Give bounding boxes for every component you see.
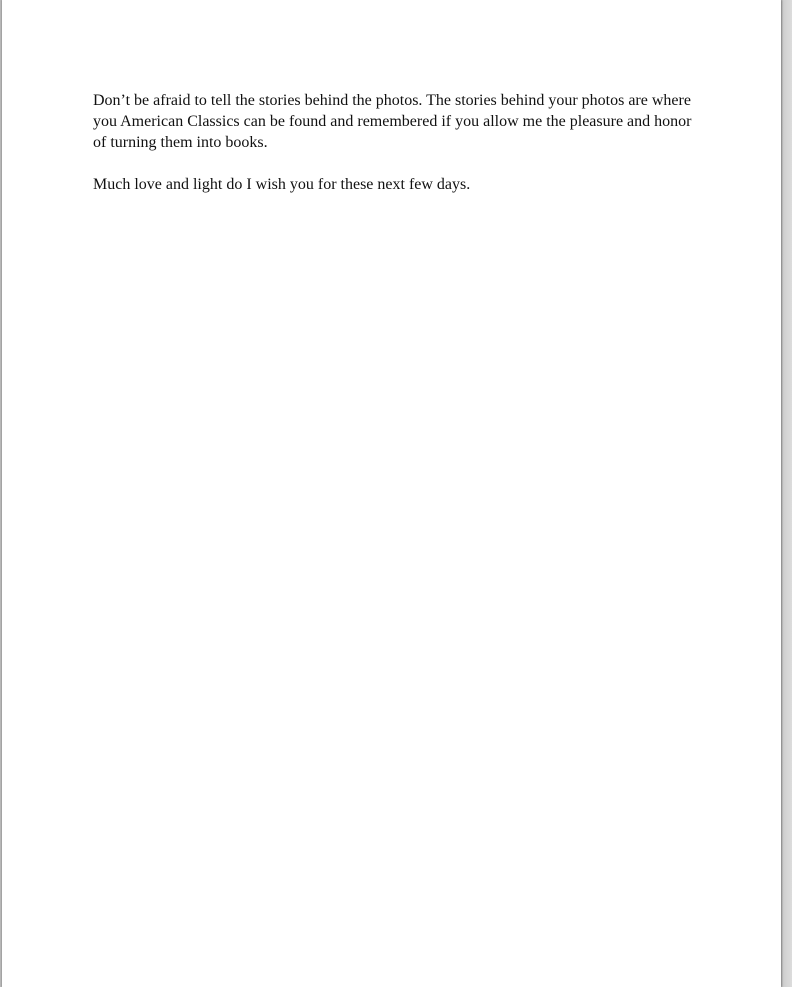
document-page xyxy=(2,0,781,987)
paragraph-stories: Don’t be afraid to tell the stories behind the photos. The stories behind your photos are where you American Classics can be found and remembered if you allow me the pleasure and honor of turning them into books. xyxy=(93,92,692,151)
page-body xyxy=(93,90,703,216)
paragraph-closing: Much love and light do I wish you for these next few days. xyxy=(93,176,471,193)
viewer-right-border xyxy=(781,0,792,987)
